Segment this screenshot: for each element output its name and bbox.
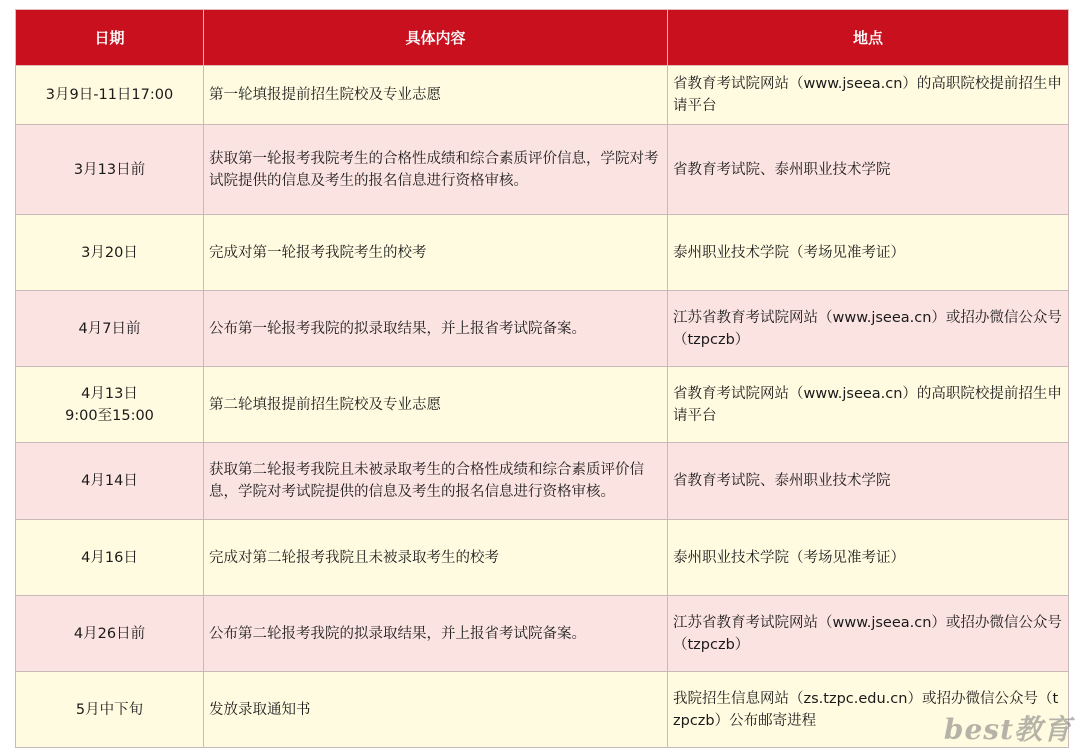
cell-place: 我院招生信息网站（zs.tzpc.edu.cn）或招办微信公众号（tzpczb）公布邮寄进程: [668, 672, 1069, 748]
cell-date: [16, 443, 204, 520]
cell-place: 江苏省教育考试院网站（www.jseea.cn）或招办微信公众号（tzpczb）: [668, 596, 1069, 672]
date-line: 3月20日: [81, 244, 138, 261]
table-row: [16, 367, 1069, 443]
header-content: 具体内容: [204, 10, 668, 66]
cell-place: 江苏省教育考试院网站（www.jseea.cn）或招办微信公众号（tzpczb）: [668, 291, 1069, 367]
cell-date: [16, 215, 204, 291]
time-line: 9:00至15:00: [65, 407, 154, 424]
schedule-table-container: [15, 9, 1068, 748]
cell-place: 省教育考试院网站（www.jseea.cn）的高职院校提前招生申请平台: [668, 367, 1069, 443]
table-row: [16, 291, 1069, 367]
cell-date: [16, 596, 204, 672]
table-header-row: [16, 10, 1069, 66]
cell-place: 省教育考试院、泰州职业技术学院: [668, 443, 1069, 520]
table-row: [16, 66, 1069, 125]
date-line: 4月16日: [81, 549, 138, 566]
table-row: [16, 672, 1069, 748]
cell-content: 完成对第一轮报考我院考生的校考: [204, 215, 668, 291]
date-line: 4月7日前: [78, 320, 141, 337]
cell-content: 第一轮填报提前招生院校及专业志愿: [204, 66, 668, 125]
cell-content: 第二轮填报提前招生院校及专业志愿: [204, 367, 668, 443]
cell-date: [16, 367, 204, 443]
cell-content: 获取第二轮报考我院且未被录取考生的合格性成绩和综合素质评价信息，学院对考试院提供的信息及考生的报名信息进行资格审核。: [204, 443, 668, 520]
date-line: 4月26日前: [73, 625, 146, 642]
cell-content: 发放录取通知书: [204, 672, 668, 748]
cell-place: 泰州职业技术学院（考场见准考证）: [668, 215, 1069, 291]
table-row: [16, 443, 1069, 520]
cell-content: 完成对第二轮报考我院且未被录取考生的校考: [204, 520, 668, 596]
cell-date: [16, 125, 204, 215]
table-row: [16, 596, 1069, 672]
cell-content: 公布第一轮报考我院的拟录取结果，并上报省考试院备案。: [204, 291, 668, 367]
date-line: 5月中下旬: [75, 701, 144, 718]
cell-date: [16, 66, 204, 125]
cell-place: 省教育考试院网站（www.jseea.cn）的高职院校提前招生申请平台: [668, 66, 1069, 125]
header-date: 日期: [16, 10, 204, 66]
table-row: [16, 215, 1069, 291]
schedule-table: [15, 9, 1069, 748]
cell-place: 泰州职业技术学院（考场见准考证）: [668, 520, 1069, 596]
header-place: 地点: [668, 10, 1069, 66]
date-line: 4月14日: [81, 473, 138, 489]
date-line: 3月9日-11日17:00: [45, 87, 174, 103]
cell-content: 公布第二轮报考我院的拟录取结果，并上报省考试院备案。: [204, 596, 668, 672]
date-line: 3月13日前: [73, 161, 146, 178]
cell-place: 省教育考试院、泰州职业技术学院: [668, 125, 1069, 215]
cell-content: 获取第一轮报考我院考生的合格性成绩和综合素质评价信息，学院对考试院提供的信息及考生的报名信息进行资格审核。: [204, 125, 668, 215]
date-line: 4月13日: [81, 385, 138, 402]
table-row: [16, 125, 1069, 215]
cell-date: [16, 291, 204, 367]
table-row: [16, 520, 1069, 596]
cell-date: [16, 672, 204, 748]
watermark-logo: best教育: [943, 713, 1072, 746]
cell-date: [16, 520, 204, 596]
